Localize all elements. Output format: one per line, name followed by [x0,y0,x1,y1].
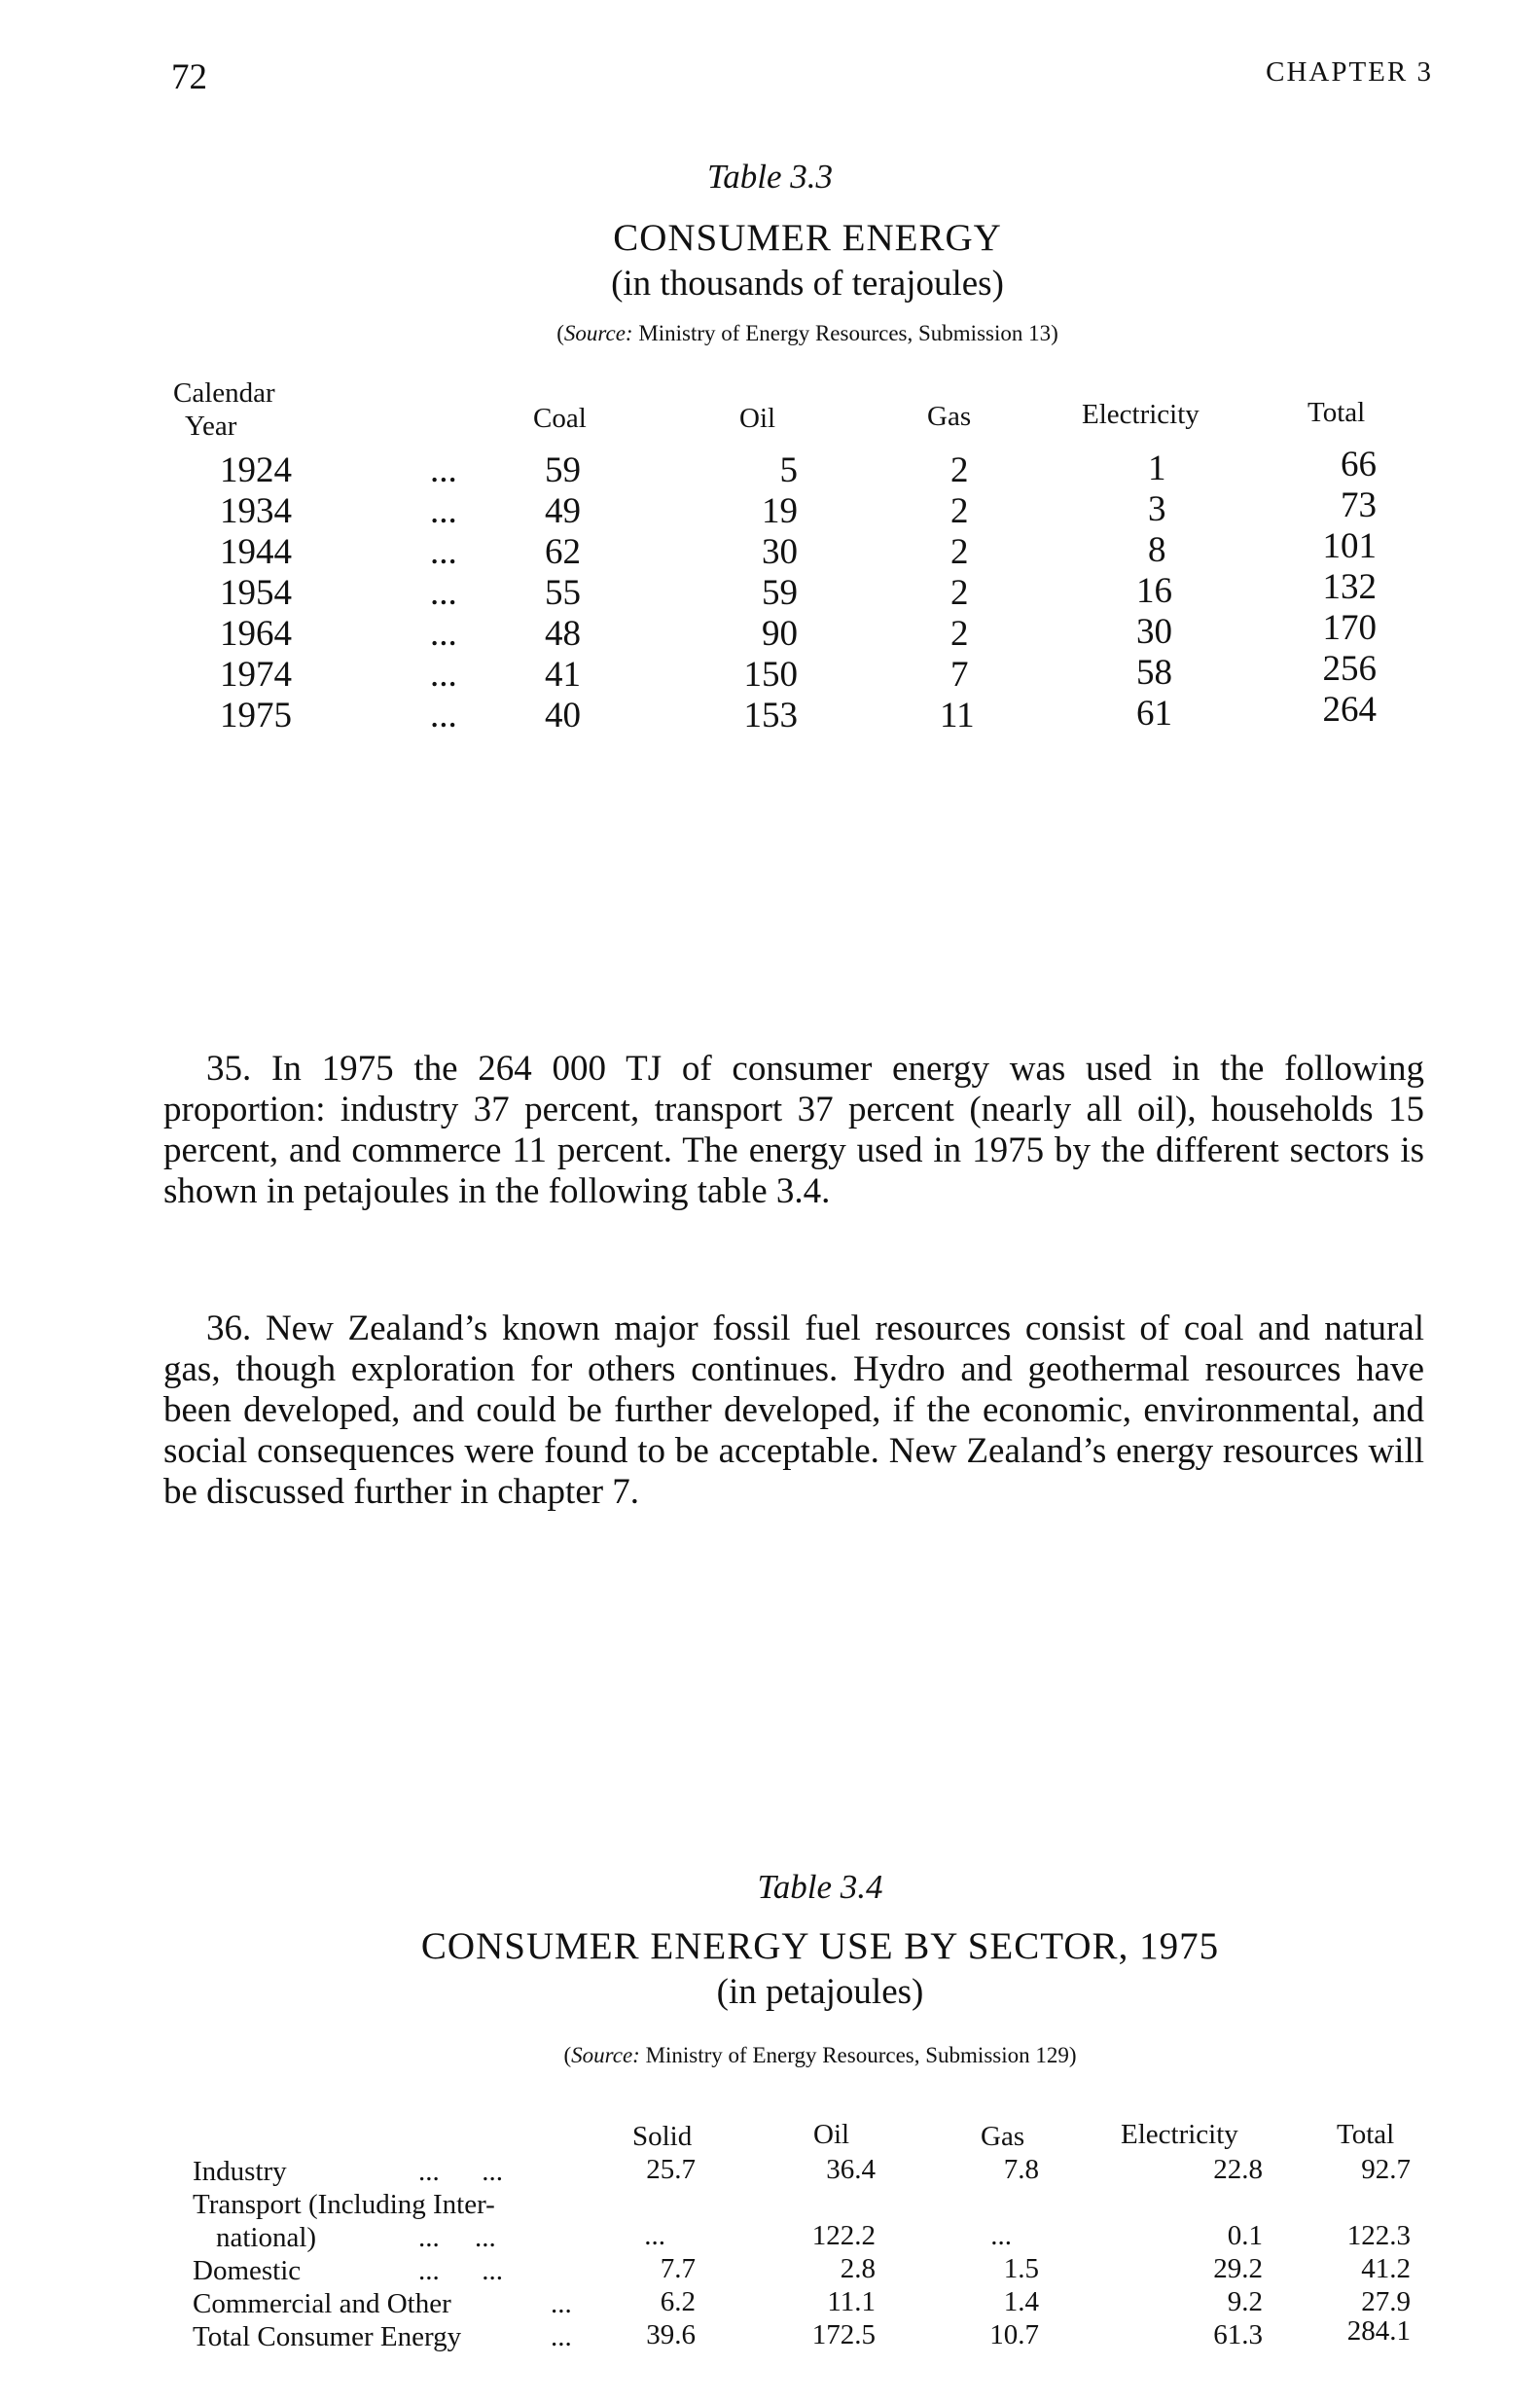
oil-cell: 30 [762,532,798,572]
column-header-electricity: Electricity [1082,399,1200,430]
oil-cell: 19 [762,491,798,531]
oil-cell: 2.8 [840,2253,876,2284]
leader-dots: ... [430,450,457,490]
solid-cell: 6.2 [660,2286,696,2317]
leader-dots: ... [430,696,457,735]
electricity-cell: 3 [1148,489,1166,529]
source-label: Source: [571,2043,640,2067]
total-cell: 284.1 [1346,2315,1411,2347]
coal-cell: 49 [545,491,581,531]
coal-cell: 55 [545,573,581,613]
gas-cell: 2 [950,614,969,654]
leader-dots: ... [430,573,457,613]
total-cell: 264 [1322,690,1377,730]
total-cell: 92.7 [1361,2154,1411,2185]
electricity-cell: 1 [1148,448,1166,488]
total-cell: 66 [1341,445,1377,484]
row-label-industry: Industry [193,2156,287,2187]
leader-dots: ... [551,2321,572,2352]
column-header-total: Total [1337,2119,1395,2150]
total-cell: 122.3 [1346,2220,1411,2251]
gas-cell: 2 [950,491,969,531]
electricity-cell: 58 [1136,653,1172,693]
row-label-transport-line2: national) [216,2222,317,2253]
electricity-cell: 61 [1136,694,1172,734]
table-3-4-caption: Table 3.4 [757,1868,883,1906]
row-label-domestic: Domestic [193,2255,302,2286]
leader-dots: ... [430,655,457,695]
table-3-3-title: CONSUMER ENERGY [613,217,1002,259]
coal-cell: 41 [545,655,581,695]
paragraph-35-text: 35. In 1975 the 264 000 TJ of consumer energy was used in the following proportion: industry 37 percent, transport 37 percent (nearly all oil), households 15 percent, and commerce 11 percent. The energy used in 1975 by the different sectors is shown in petajoules in the following table 3.4. [163,1049,1424,1211]
solid-cell: 39.6 [646,2319,696,2350]
chapter-heading: CHAPTER 3 [1266,56,1433,88]
gas-cell: 10.7 [989,2319,1039,2350]
year-cell: 1924 [220,450,292,490]
column-header-solid: Solid [632,2121,693,2152]
year-cell: 1934 [220,491,292,531]
source-text: Ministry of Energy Resources, Submission 13) [632,321,1058,345]
table-3-3-subtitle: (in thousands of terajoules) [611,264,1004,304]
year-cell: 1944 [220,532,292,572]
source-label: Source: [563,321,633,345]
oil-cell: 150 [743,655,798,695]
oil-cell: 90 [762,614,798,654]
electricity-cell: 61.3 [1213,2319,1263,2350]
leader-dots: ... ... [418,2255,503,2286]
total-cell: 256 [1322,649,1377,689]
row-label-transport: Transport (Including Inter- [193,2189,495,2220]
leader-dots: ... ... [418,2156,503,2187]
electricity-cell: 29.2 [1213,2253,1263,2284]
coal-cell: 62 [545,532,581,572]
gas-cell: ... [990,2220,1012,2251]
total-cell: 132 [1322,567,1377,607]
total-cell: 27.9 [1361,2286,1411,2317]
table-3-4-source: (Source: Ministry of Energy Resources, Submission 129) [563,2043,1077,2067]
gas-cell: 7 [950,655,969,695]
gas-cell: 2 [950,450,969,490]
gas-cell: 7.8 [1003,2154,1039,2185]
gas-cell: 1.4 [1003,2286,1039,2317]
coal-cell: 48 [545,614,581,654]
column-header-gas: Gas [927,401,972,432]
column-header-year-line1: Calendar [173,377,275,409]
solid-cell: 7.7 [660,2253,696,2284]
paragraph-36-text: 36. New Zealand’s known major fossil fuel resources consist of coal and natural gas, though exploration for others continues. Hydro and geothermal resources have been developed, and could be further developed, if the economic, environmental, and social consequences were found to be acceptable. New Zealand’s energy resources will be discussed further in chapter 7. [163,1309,1424,1512]
paragraph-36 [163,1309,1424,1513]
source-text: Ministry of Energy Resources, Submission 129) [639,2043,1077,2067]
table-3-3-caption: Table 3.3 [706,158,833,196]
gas-cell: 1.5 [1003,2253,1039,2284]
leader-dots: ... [551,2288,572,2319]
total-cell: 73 [1341,485,1377,525]
column-header-year-line2: Year [185,411,237,442]
column-header-coal: Coal [533,403,587,434]
electricity-cell: 22.8 [1213,2154,1263,2185]
year-cell: 1964 [220,614,292,654]
row-label-total: Total Consumer Energy [193,2321,462,2352]
oil-cell: 5 [779,450,798,490]
column-header-gas: Gas [981,2121,1025,2152]
row-label-commercial: Commercial and Other [193,2288,451,2319]
solid-cell: 25.7 [646,2154,696,2185]
table-3-3-source: (Source: Ministry of Energy Resources, Submission 13) [556,321,1058,345]
table-3-4-title: CONSUMER ENERGY USE BY SECTOR, 1975 [420,1925,1220,1967]
electricity-cell: 8 [1148,530,1166,570]
leader-dots: ... ... [418,2222,496,2253]
electricity-cell: 16 [1136,571,1172,611]
leader-dots: ... [430,614,457,654]
gas-cell: 11 [940,696,975,735]
oil-cell: 122.2 [811,2220,876,2251]
column-header-total: Total [1307,397,1366,428]
year-cell: 1954 [220,573,292,613]
electricity-cell: 9.2 [1227,2286,1263,2317]
column-header-electricity: Electricity [1121,2119,1238,2150]
gas-cell: 2 [950,573,969,613]
column-header-oil: Oil [813,2119,850,2150]
table-3-4-subtitle: (in petajoules) [716,1972,924,2012]
oil-cell: 172.5 [811,2319,876,2350]
oil-cell: 153 [743,696,798,735]
leader-dots: ... [430,532,457,572]
page-number: 72 [171,57,207,97]
coal-cell: 59 [545,450,581,490]
solid-cell: ... [644,2220,665,2251]
paragraph-35 [163,1049,1424,1212]
total-cell: 41.2 [1361,2253,1411,2284]
electricity-cell: 0.1 [1227,2220,1263,2251]
total-cell: 170 [1322,608,1377,648]
oil-cell: 36.4 [826,2154,876,2185]
year-cell: 1974 [220,655,292,695]
oil-cell: 11.1 [827,2286,876,2317]
total-cell: 101 [1322,526,1377,566]
electricity-cell: 30 [1136,612,1172,652]
oil-cell: 59 [762,573,798,613]
column-header-oil: Oil [739,403,776,434]
year-cell: 1975 [220,696,292,735]
gas-cell: 2 [950,532,969,572]
coal-cell: 40 [545,696,581,735]
leader-dots: ... [430,491,457,531]
